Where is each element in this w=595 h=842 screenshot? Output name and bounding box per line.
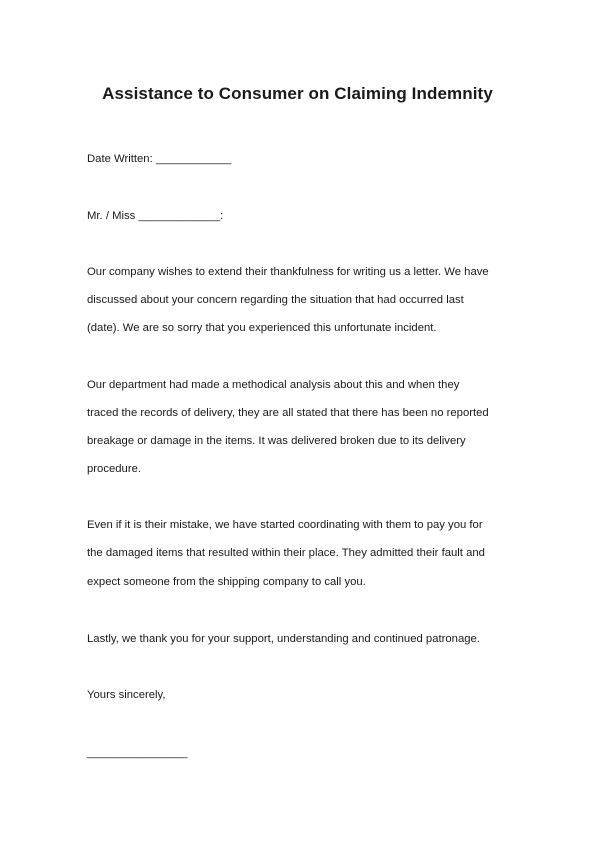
signature-line: ________________ [87, 747, 188, 759]
paragraph-1-line: Our company wishes to extend their thankfulness for writing us a letter. We have [87, 266, 489, 278]
paragraph-2-line: breakage or damage in the items. It was delivered broken due to its delivery [87, 435, 466, 447]
paragraph-2-line: traced the records of delivery, they are all stated that there has been no reported [87, 407, 489, 419]
paragraph-2-line: procedure. [87, 463, 142, 475]
salutation-line: Mr. / Miss _____________: [87, 210, 224, 222]
paragraph-3-line: the damaged items that resulted within their place. They admitted their fault and [87, 547, 485, 559]
paragraph-4-line: Lastly, we thank you for your support, understanding and continued patronage. [87, 633, 480, 645]
paragraph-3-line: expect someone from the shipping company to call you. [87, 576, 366, 588]
paragraph-1-line: discussed about your concern regarding the situation that had occurred last [87, 294, 464, 306]
paragraph-1-line: (date). We are so sorry that you experienced this unfortunate incident. [87, 322, 437, 334]
letter-title: Assistance to Consumer on Claiming Indemnity [102, 84, 493, 103]
date-written-line: Date Written: ____________ [87, 153, 232, 165]
paragraph-3-line: Even if it is their mistake, we have started coordinating with them to pay you for [87, 519, 483, 531]
paragraph-2-line: Our department had made a methodical analysis about this and when they [87, 379, 460, 391]
closing-line: Yours sincerely, [87, 689, 166, 701]
